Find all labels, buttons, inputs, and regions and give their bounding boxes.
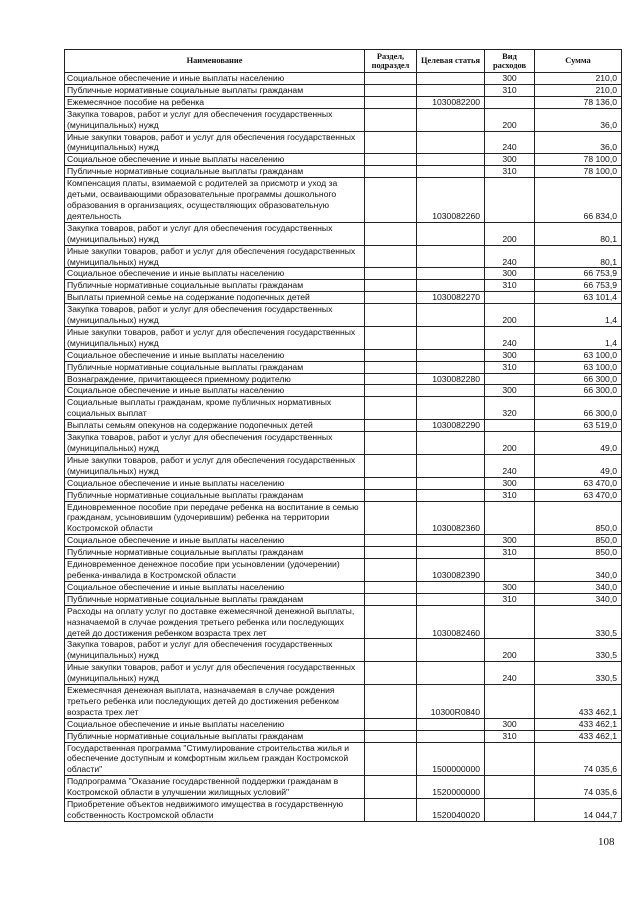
table-row <box>65 96 622 108</box>
cell-kind: 240 <box>485 454 535 477</box>
cell-target: 1030082280 <box>417 373 485 385</box>
cell-target <box>417 84 485 96</box>
cell-sum: 850,0 <box>535 547 622 559</box>
cell-sum: 63 470,0 <box>535 477 622 489</box>
cell-name: Публичные нормативные социальные выплаты гражданам <box>65 489 365 501</box>
table-row <box>65 245 622 268</box>
cell-target <box>417 432 485 455</box>
cell-target <box>417 131 485 154</box>
cell-sum: 210,0 <box>535 73 622 85</box>
cell-name: Иные закупки товаров, работ и услуг для обеспечения государственных (муниципальных) нужд <box>65 326 365 349</box>
cell-section <box>365 501 417 535</box>
cell-section <box>365 742 417 776</box>
cell-section <box>365 385 417 397</box>
cell-kind: 310 <box>485 84 535 96</box>
cell-section <box>365 166 417 178</box>
cell-section <box>365 178 417 223</box>
cell-sum: 80,1 <box>535 222 622 245</box>
cell-section <box>365 639 417 662</box>
cell-name: Публичные нормативные социальные выплаты гражданам <box>65 166 365 178</box>
table-row <box>65 605 622 639</box>
table-row <box>65 639 622 662</box>
cell-name: Публичные нормативные социальные выплаты гражданам <box>65 280 365 292</box>
cell-section <box>365 605 417 639</box>
cell-kind: 200 <box>485 222 535 245</box>
cell-kind: 320 <box>485 397 535 420</box>
cell-sum: 14 044,7 <box>535 799 622 822</box>
cell-name: Расходы на оплату услуг по доставке ежемесячной денежной выплаты, назначаемой в случае рождения третьего ребенка или последующих детей до достижения ребенком возраста трех лет <box>65 605 365 639</box>
header-kind: Вид расходов <box>485 50 535 73</box>
cell-kind: 300 <box>485 349 535 361</box>
table-header-row <box>65 50 622 73</box>
cell-kind: 300 <box>485 718 535 730</box>
cell-target <box>417 489 485 501</box>
cell-name: Публичные нормативные социальные выплаты гражданам <box>65 593 365 605</box>
cell-section <box>365 245 417 268</box>
cell-kind: 310 <box>485 593 535 605</box>
table-row <box>65 397 622 420</box>
cell-section <box>365 547 417 559</box>
cell-kind: 310 <box>485 730 535 742</box>
cell-target <box>417 73 485 85</box>
table-row <box>65 166 622 178</box>
cell-sum: 66 753,9 <box>535 268 622 280</box>
table-row <box>65 326 622 349</box>
table-row <box>65 559 622 582</box>
table-row <box>65 292 622 304</box>
cell-sum: 74 035,6 <box>535 742 622 776</box>
cell-target <box>417 581 485 593</box>
cell-kind: 200 <box>485 108 535 131</box>
cell-name: Закупка товаров, работ и услуг для обеспечения государственных (муниципальных) нужд <box>65 432 365 455</box>
cell-section <box>365 131 417 154</box>
cell-target <box>417 326 485 349</box>
cell-target <box>417 154 485 166</box>
table-row <box>65 581 622 593</box>
table-row <box>65 742 622 776</box>
cell-target: 1500000000 <box>417 742 485 776</box>
cell-name: Подпрограмма "Оказание государственной поддержки гражданам в Костромской области в улучшении жилищных условий" <box>65 776 365 799</box>
cell-name: Социальное обеспечение и иные выплаты населению <box>65 385 365 397</box>
cell-name: Ежемесячная денежная выплата, назначаемая в случае рождения третьего ребенка или последующих детей до достижения ребенком возраста трех лет <box>65 685 365 719</box>
cell-kind <box>485 501 535 535</box>
table-row <box>65 304 622 327</box>
cell-target <box>417 547 485 559</box>
cell-kind <box>485 559 535 582</box>
cell-kind <box>485 605 535 639</box>
cell-sum: 36,0 <box>535 108 622 131</box>
cell-name: Единовременное пособие при передаче ребенка на воспитание в семью гражданам, усыновившим (удочерившим) ребенка на территории Костромской области <box>65 501 365 535</box>
cell-sum: 850,0 <box>535 501 622 535</box>
cell-kind <box>485 799 535 822</box>
cell-section <box>365 477 417 489</box>
cell-kind: 200 <box>485 639 535 662</box>
cell-name: Публичные нормативные социальные выплаты гражданам <box>65 361 365 373</box>
cell-sum: 340,0 <box>535 593 622 605</box>
cell-target <box>417 454 485 477</box>
cell-kind <box>485 178 535 223</box>
cell-section <box>365 96 417 108</box>
table-row <box>65 84 622 96</box>
cell-target <box>417 593 485 605</box>
table-row <box>65 662 622 685</box>
table-row <box>65 593 622 605</box>
cell-section <box>365 662 417 685</box>
cell-kind: 310 <box>485 166 535 178</box>
cell-target: 1030082200 <box>417 96 485 108</box>
header-sum: Сумма <box>535 50 622 73</box>
cell-name: Иные закупки товаров, работ и услуг для обеспечения государственных (муниципальных) нужд <box>65 245 365 268</box>
cell-target <box>417 280 485 292</box>
cell-kind: 300 <box>485 535 535 547</box>
cell-section <box>365 685 417 719</box>
cell-name: Иные закупки товаров, работ и услуг для обеспечения государственных (муниципальных) нужд <box>65 662 365 685</box>
cell-name: Социальное обеспечение и иные выплаты населению <box>65 154 365 166</box>
cell-kind: 200 <box>485 304 535 327</box>
header-target: Целевая статья <box>417 50 485 73</box>
cell-name: Выплаты приемной семье на содержание подопечных детей <box>65 292 365 304</box>
cell-sum: 433 462,1 <box>535 718 622 730</box>
cell-target <box>417 385 485 397</box>
cell-sum: 74 035,6 <box>535 776 622 799</box>
table-row <box>65 501 622 535</box>
cell-kind <box>485 420 535 432</box>
table-row <box>65 131 622 154</box>
cell-sum: 433 462,1 <box>535 685 622 719</box>
cell-kind: 310 <box>485 547 535 559</box>
cell-sum: 80,1 <box>535 245 622 268</box>
cell-section <box>365 222 417 245</box>
cell-target: 1030082390 <box>417 559 485 582</box>
table-row <box>65 535 622 547</box>
cell-section <box>365 154 417 166</box>
cell-target <box>417 222 485 245</box>
cell-sum: 63 101,4 <box>535 292 622 304</box>
cell-sum: 63 100,0 <box>535 361 622 373</box>
cell-target <box>417 535 485 547</box>
cell-section <box>365 535 417 547</box>
cell-name: Социальное обеспечение и иные выплаты населению <box>65 477 365 489</box>
cell-kind: 300 <box>485 385 535 397</box>
table-row <box>65 268 622 280</box>
cell-section <box>365 108 417 131</box>
cell-name: Ежемесячное пособие на ребенка <box>65 96 365 108</box>
cell-sum: 63 470,0 <box>535 489 622 501</box>
cell-section <box>365 420 417 432</box>
cell-kind: 240 <box>485 662 535 685</box>
cell-target: 1030082260 <box>417 178 485 223</box>
cell-name: Социальное обеспечение и иные выплаты населению <box>65 349 365 361</box>
cell-sum: 850,0 <box>535 535 622 547</box>
cell-target: 1030082460 <box>417 605 485 639</box>
cell-sum: 78 100,0 <box>535 166 622 178</box>
cell-kind: 300 <box>485 154 535 166</box>
table-row <box>65 385 622 397</box>
cell-kind: 310 <box>485 489 535 501</box>
cell-section <box>365 361 417 373</box>
cell-section <box>365 268 417 280</box>
cell-kind <box>485 292 535 304</box>
budget-table <box>64 49 622 822</box>
cell-section <box>365 73 417 85</box>
cell-name: Социальное обеспечение и иные выплаты населению <box>65 581 365 593</box>
cell-section <box>365 559 417 582</box>
cell-sum: 66 834,0 <box>535 178 622 223</box>
cell-target <box>417 349 485 361</box>
cell-kind: 240 <box>485 245 535 268</box>
cell-sum: 210,0 <box>535 84 622 96</box>
table-row <box>65 489 622 501</box>
table-row <box>65 222 622 245</box>
cell-name: Публичные нормативные социальные выплаты гражданам <box>65 730 365 742</box>
cell-target <box>417 662 485 685</box>
header-section: Раздел, подраздел <box>365 50 417 73</box>
cell-name: Публичные нормативные социальные выплаты гражданам <box>65 547 365 559</box>
cell-sum: 63 100,0 <box>535 349 622 361</box>
cell-target: 10300R0840 <box>417 685 485 719</box>
cell-kind <box>485 685 535 719</box>
cell-sum: 63 519,0 <box>535 420 622 432</box>
cell-target <box>417 730 485 742</box>
cell-section <box>365 776 417 799</box>
cell-name: Социальные выплаты гражданам, кроме публичных нормативных социальных выплат <box>65 397 365 420</box>
table-row <box>65 432 622 455</box>
page-number: 108 <box>598 836 615 848</box>
cell-target <box>417 108 485 131</box>
cell-name: Социальное обеспечение и иные выплаты населению <box>65 268 365 280</box>
cell-target <box>417 477 485 489</box>
cell-name: Иные закупки товаров, работ и услуг для обеспечения государственных (муниципальных) нужд <box>65 131 365 154</box>
cell-target: 1030082270 <box>417 292 485 304</box>
table-row <box>65 373 622 385</box>
cell-sum: 1,4 <box>535 326 622 349</box>
cell-section <box>365 581 417 593</box>
cell-kind <box>485 373 535 385</box>
cell-kind <box>485 742 535 776</box>
cell-sum: 340,0 <box>535 581 622 593</box>
cell-name: Закупка товаров, работ и услуг для обеспечения государственных (муниципальных) нужд <box>65 639 365 662</box>
cell-target <box>417 166 485 178</box>
table-row <box>65 154 622 166</box>
cell-name: Компенсация платы, взимаемой с родителей за присмотр и уход за детьми, осваивающими образовательные программы дошкольного образования в организациях, осуществляющих образовательную деятельность <box>65 178 365 223</box>
header-name: Наименование <box>65 50 365 73</box>
cell-name: Приобретение объектов недвижимого имущества в государственную собственность Костромской области <box>65 799 365 822</box>
cell-kind: 300 <box>485 581 535 593</box>
table-row <box>65 776 622 799</box>
cell-sum: 330,5 <box>535 605 622 639</box>
cell-section <box>365 349 417 361</box>
cell-kind <box>485 96 535 108</box>
cell-section <box>365 304 417 327</box>
cell-name: Закупка товаров, работ и услуг для обеспечения государственных (муниципальных) нужд <box>65 304 365 327</box>
cell-name: Выплаты семьям опекунов на содержание подопечных детей <box>65 420 365 432</box>
cell-sum: 66 300,0 <box>535 397 622 420</box>
cell-target: 1520000000 <box>417 776 485 799</box>
cell-kind: 240 <box>485 326 535 349</box>
cell-kind: 200 <box>485 432 535 455</box>
cell-section <box>365 292 417 304</box>
cell-kind: 300 <box>485 268 535 280</box>
table-row <box>65 477 622 489</box>
cell-name: Закупка товаров, работ и услуг для обеспечения государственных (муниципальных) нужд <box>65 222 365 245</box>
table-row <box>65 454 622 477</box>
table-row <box>65 178 622 223</box>
cell-sum: 1,4 <box>535 304 622 327</box>
cell-kind <box>485 776 535 799</box>
cell-section <box>365 489 417 501</box>
cell-kind: 300 <box>485 477 535 489</box>
cell-kind: 310 <box>485 280 535 292</box>
cell-name: Единовременное денежное пособие при усыновлении (удочерении) ребенка-инвалида в Костромской области <box>65 559 365 582</box>
table-row <box>65 73 622 85</box>
cell-sum: 340,0 <box>535 559 622 582</box>
cell-target: 1030082290 <box>417 420 485 432</box>
table-row <box>65 718 622 730</box>
cell-section <box>365 326 417 349</box>
cell-sum: 49,0 <box>535 454 622 477</box>
cell-sum: 49,0 <box>535 432 622 455</box>
cell-section <box>365 373 417 385</box>
table-row <box>65 280 622 292</box>
table-row <box>65 108 622 131</box>
cell-sum: 330,5 <box>535 639 622 662</box>
cell-sum: 66 300,0 <box>535 373 622 385</box>
cell-sum: 66 300,0 <box>535 385 622 397</box>
cell-sum: 433 462,1 <box>535 730 622 742</box>
cell-kind: 300 <box>485 73 535 85</box>
cell-target <box>417 245 485 268</box>
table-row <box>65 349 622 361</box>
cell-target: 1030082360 <box>417 501 485 535</box>
cell-kind: 240 <box>485 131 535 154</box>
cell-section <box>365 593 417 605</box>
cell-section <box>365 799 417 822</box>
cell-sum: 330,5 <box>535 662 622 685</box>
cell-name: Социальное обеспечение и иные выплаты населению <box>65 535 365 547</box>
cell-kind: 310 <box>485 361 535 373</box>
cell-name: Закупка товаров, работ и услуг для обеспечения государственных (муниципальных) нужд <box>65 108 365 131</box>
table-row <box>65 547 622 559</box>
cell-name: Публичные нормативные социальные выплаты гражданам <box>65 84 365 96</box>
cell-section <box>365 397 417 420</box>
table-row <box>65 799 622 822</box>
cell-section <box>365 730 417 742</box>
document-page <box>64 49 621 822</box>
cell-section <box>365 432 417 455</box>
cell-section <box>365 454 417 477</box>
table-row <box>65 420 622 432</box>
cell-target <box>417 639 485 662</box>
cell-target <box>417 268 485 280</box>
cell-target <box>417 304 485 327</box>
cell-name: Социальное обеспечение и иные выплаты населению <box>65 73 365 85</box>
cell-target: 1520040020 <box>417 799 485 822</box>
cell-target <box>417 397 485 420</box>
cell-target <box>417 718 485 730</box>
cell-name: Государственная программа "Стимулирование строительства жилья и обеспечение доступным и комфортным жильем граждан Костромской области" <box>65 742 365 776</box>
table-row <box>65 361 622 373</box>
cell-section <box>365 718 417 730</box>
cell-section <box>365 84 417 96</box>
cell-sum: 78 136,0 <box>535 96 622 108</box>
cell-section <box>365 280 417 292</box>
cell-sum: 66 753,9 <box>535 280 622 292</box>
cell-sum: 36,0 <box>535 131 622 154</box>
cell-name: Вознаграждение, причитающееся приемному родителю <box>65 373 365 385</box>
cell-sum: 78 100,0 <box>535 154 622 166</box>
table-body <box>65 73 622 822</box>
table-row <box>65 685 622 719</box>
table-row <box>65 730 622 742</box>
cell-name: Иные закупки товаров, работ и услуг для обеспечения государственных (муниципальных) нужд <box>65 454 365 477</box>
cell-name: Социальное обеспечение и иные выплаты населению <box>65 718 365 730</box>
cell-target <box>417 361 485 373</box>
